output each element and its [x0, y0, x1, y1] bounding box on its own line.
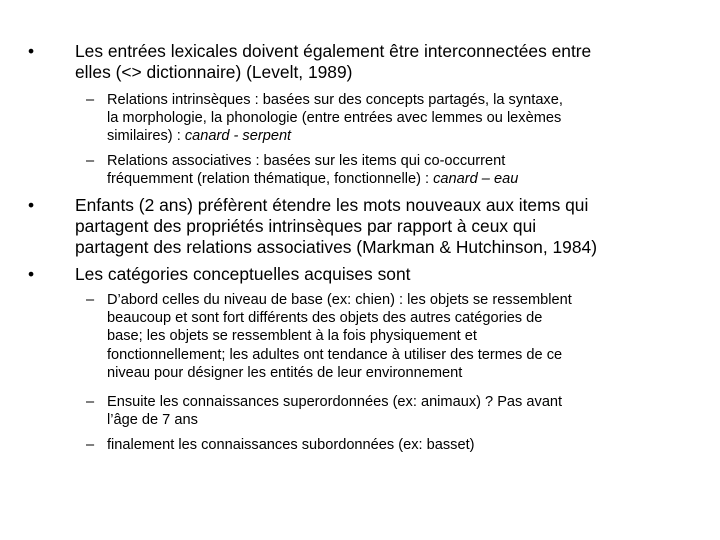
text-line: la morphologie, la phonologie (entre entrées avec lemmes ou lexèmes [107, 110, 562, 127]
text-line: partagent des relations associatives (Markman & Hutchinson, 1984) [75, 237, 597, 257]
bullet-text [75, 264, 410, 285]
dash-marker: – [86, 153, 95, 169]
sub-bullet-text [107, 436, 475, 454]
text-line: Relations associatives : basées sur les items qui co-occurrent [107, 153, 506, 169]
text-segment: fréquemment (relation thématique, fonctionnelle) : [107, 171, 434, 188]
text-line [107, 170, 518, 188]
text-line [107, 127, 563, 145]
text-line: niveau pour désigner les entités de leur environnement [107, 364, 463, 381]
text-line: Ensuite les connaissances superordonnées (ex: animaux) ? Pas avant [107, 394, 563, 410]
sub-bullet-text [107, 91, 563, 146]
dash-marker: – [86, 92, 95, 108]
bullet-marker: • [28, 41, 35, 61]
sub-bullet-text [107, 152, 518, 188]
bullet-marker: • [28, 264, 35, 284]
bullet-marker: • [28, 195, 35, 215]
text-line: Les catégories conceptuelles acquises sont [75, 264, 411, 284]
dash-marker: – [86, 437, 95, 453]
text-line: fonctionnellement; les adultes ont tendance à utiliser des termes de ce [107, 346, 563, 363]
text-line: l’âge de 7 ans [107, 412, 198, 429]
example-text: canard - serpent [184, 128, 292, 145]
bullet-text [75, 195, 597, 258]
dash-marker: – [86, 394, 95, 410]
text-line: elles (<> dictionnaire) (Levelt, 1989) [75, 62, 353, 82]
text-segment: similaires) : [107, 128, 185, 145]
bullet-text [75, 41, 591, 83]
sub-bullet-text [107, 393, 562, 429]
text-line: D’abord celles du niveau de base (ex: chien) : les objets se ressemblent [107, 292, 572, 308]
text-line: Enfants (2 ans) préfèrent étendre les mots nouveaux aux items qui [75, 195, 589, 215]
text-line: Les entrées lexicales doivent également être interconnectées entre [75, 41, 592, 61]
example-text: canard – eau [433, 171, 519, 188]
text-line: beaucoup et sont fort différents des objets des autres catégories de [107, 310, 543, 327]
text-line: partagent des propriétés intrinsèques par rapport à ceux qui [75, 216, 537, 236]
text-line: base; les objets se ressemblent à la fois physiquement et [107, 328, 477, 345]
text-line: Relations intrinsèques : basées sur des concepts partagés, la syntaxe, [107, 92, 563, 108]
text-line: finalement les connaissances subordonnées (ex: basset) [107, 437, 475, 453]
sub-bullet-text [107, 291, 572, 382]
dash-marker: – [86, 292, 95, 308]
